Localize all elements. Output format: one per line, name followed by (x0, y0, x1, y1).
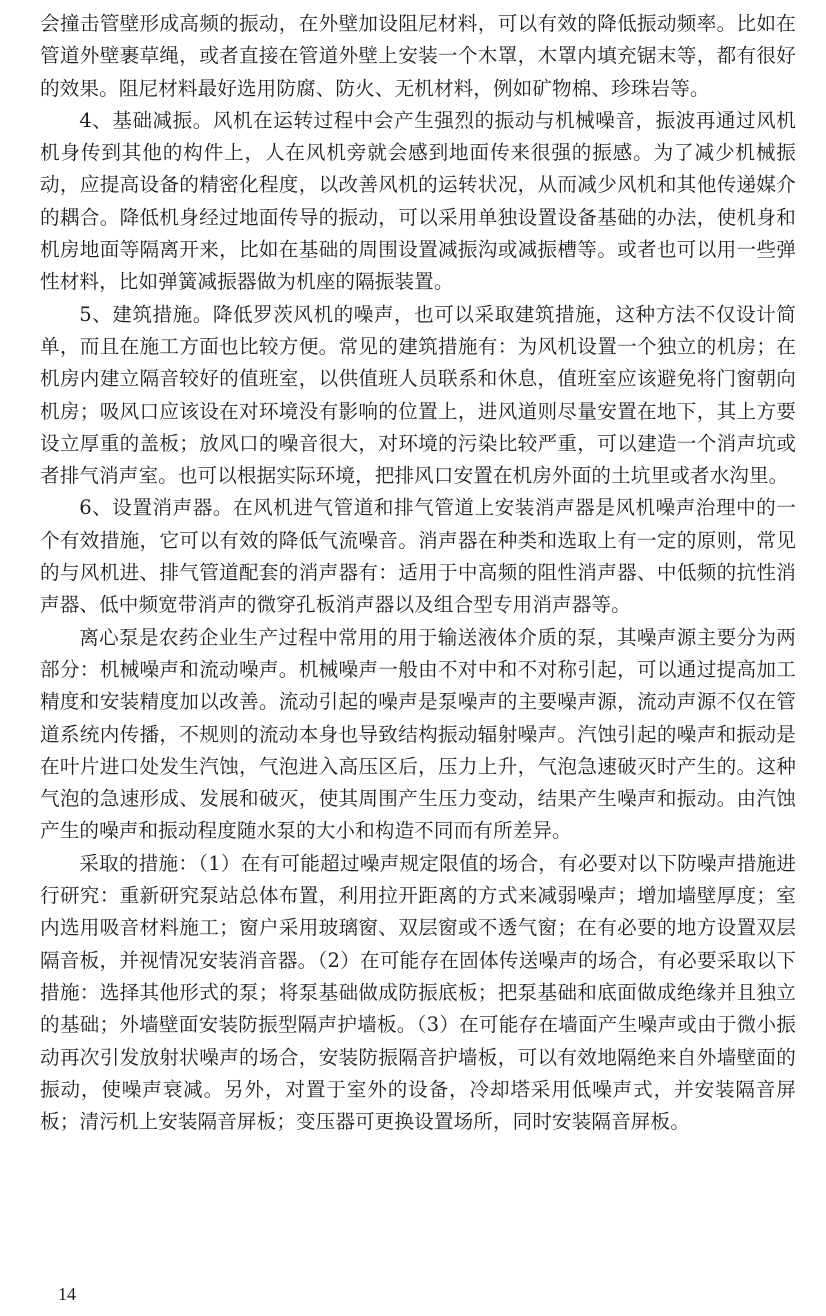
paragraph-measures-taken: 采取的措施：（1）在有可能超过噪声规定限值的场合，有必要对以下防噪声措施进行研究：重新研究泵站总体布置，利用拉开距离的方式来减弱噪声；增加墙壁厚度；室内选用吸音材料施工；窗户采用玻璃窗、双层窗或不透气窗；在有必要的地方设置双层隔音板，并视情况安装消音器。（2）在可能存在固体传送噪声的场合，有必要采取以下措施：选择其他形式的泵；将泵基础做成防振底板；把泵基础和底面做成绝缘并且独立的基础；外墙壁面安装防振型隔声护墙板。（3）在可能存在墙面产生噪声或由于微小振动再次引发放射状噪声的场合，安装防振隔音护墙板，可以有效地隔绝来自外墙壁面的振动，使噪声衰减。另外，对置于室外的设备，冷却塔采用低噪声式，并安装隔音屏板；清污机上安装隔音屏板；变压器可更换设置场所，同时安装隔音屏板。 (40, 851, 796, 1134)
document-page (40, 8, 796, 1138)
paragraph-damping-materials: 会撞击管壁形成高频的振动，在外壁加设阻尼材料，可以有效的降低振动频率。比如在管道外壁裹草绳，或者直接在管道外壁上安装一个木罩，木罩内填充锯末等，都有很好的效果。阻尼材料最好选用防腐、防火、无机材料，例如矿物棉、珍珠岩等。 (40, 12, 796, 100)
paragraph-centrifugal-pump-noise: 离心泵是农药企业生产过程中常用的用于输送液体介质的泵，其噪声源主要分为两部分：机械噪声和流动噪声。机械噪声一般由不对中和不对称引起，可以通过提高加工精度和安装精度加以改善。流动引起的噪声是泵噪声的主要噪声源，流动声源不仅在管道系统内传播，不规则的流动本身也导致结构振动辐射噪声。汽蚀引起的噪声和振动是在叶片进口处发生汽蚀，气泡进入高压区后，压力上升，气泡急速破灭时产生的。这种气泡的急速形成、发展和破灭，使其周围产生压力变动，结果产生噪声和振动。由汽蚀产生的噪声和振动程度随水泵的大小和构造不同而有所差异。 (40, 625, 796, 843)
page-number: 14 (58, 1284, 76, 1304)
paragraph-foundation-vibration-reduction: 4、基础减振。风机在运转过程中会产生强烈的振动与机械噪音，振波再通过风机机身传到其他的构件上，人在风机旁就会感到地面传来很强的振感。为了减少机械振动，应提高设备的精密化程度，以改善风机的运转状况，从而减少风机和其他传递媒介的耦合。降低机身经过地面传导的振动，可以采用单独设置设备基础的办法，使机身和机房地面等隔离开来，比如在基础的周围设置减振沟或减振槽等。或者也可以用一些弹性材料，比如弹簧减振器做为机座的隔振装置。 (40, 108, 796, 294)
paragraph-silencer: 6、设置消声器。在风机进气管道和排气管道上安装消声器是风机噪声治理中的一个有效措施，它可以有效的降低气流噪音。消声器在种类和选取上有一定的原则，常见的与风机进、排气管道配套的消声器有：适用于中高频的阻性消声器、中低频的抗性消声器、低中频宽带消声的微穿孔板消声器以及组合型专用消声器等。 (40, 496, 796, 617)
paragraph-building-measures: 5、建筑措施。降低罗茨风机的噪声，也可以采取建筑措施，这种方法不仅设计简单，而且在施工方面也比较方便。常见的建筑措施有：为风机设置一个独立的机房；在机房内建立隔音较好的值班室，以供值班人员联系和休息，值班室应该避免将门窗朝向机房；吸风口应该设在对环境没有影响的位置上，进风道则尽量安置在地下，其上方要设立厚重的盖板；放风口的噪音很大，对环境的污染比较严重，可以建造一个消声坑或者排气消声室。也可以根据实际环境，把排风口安置在机房外面的土坑里或者水沟里。 (40, 302, 796, 488)
